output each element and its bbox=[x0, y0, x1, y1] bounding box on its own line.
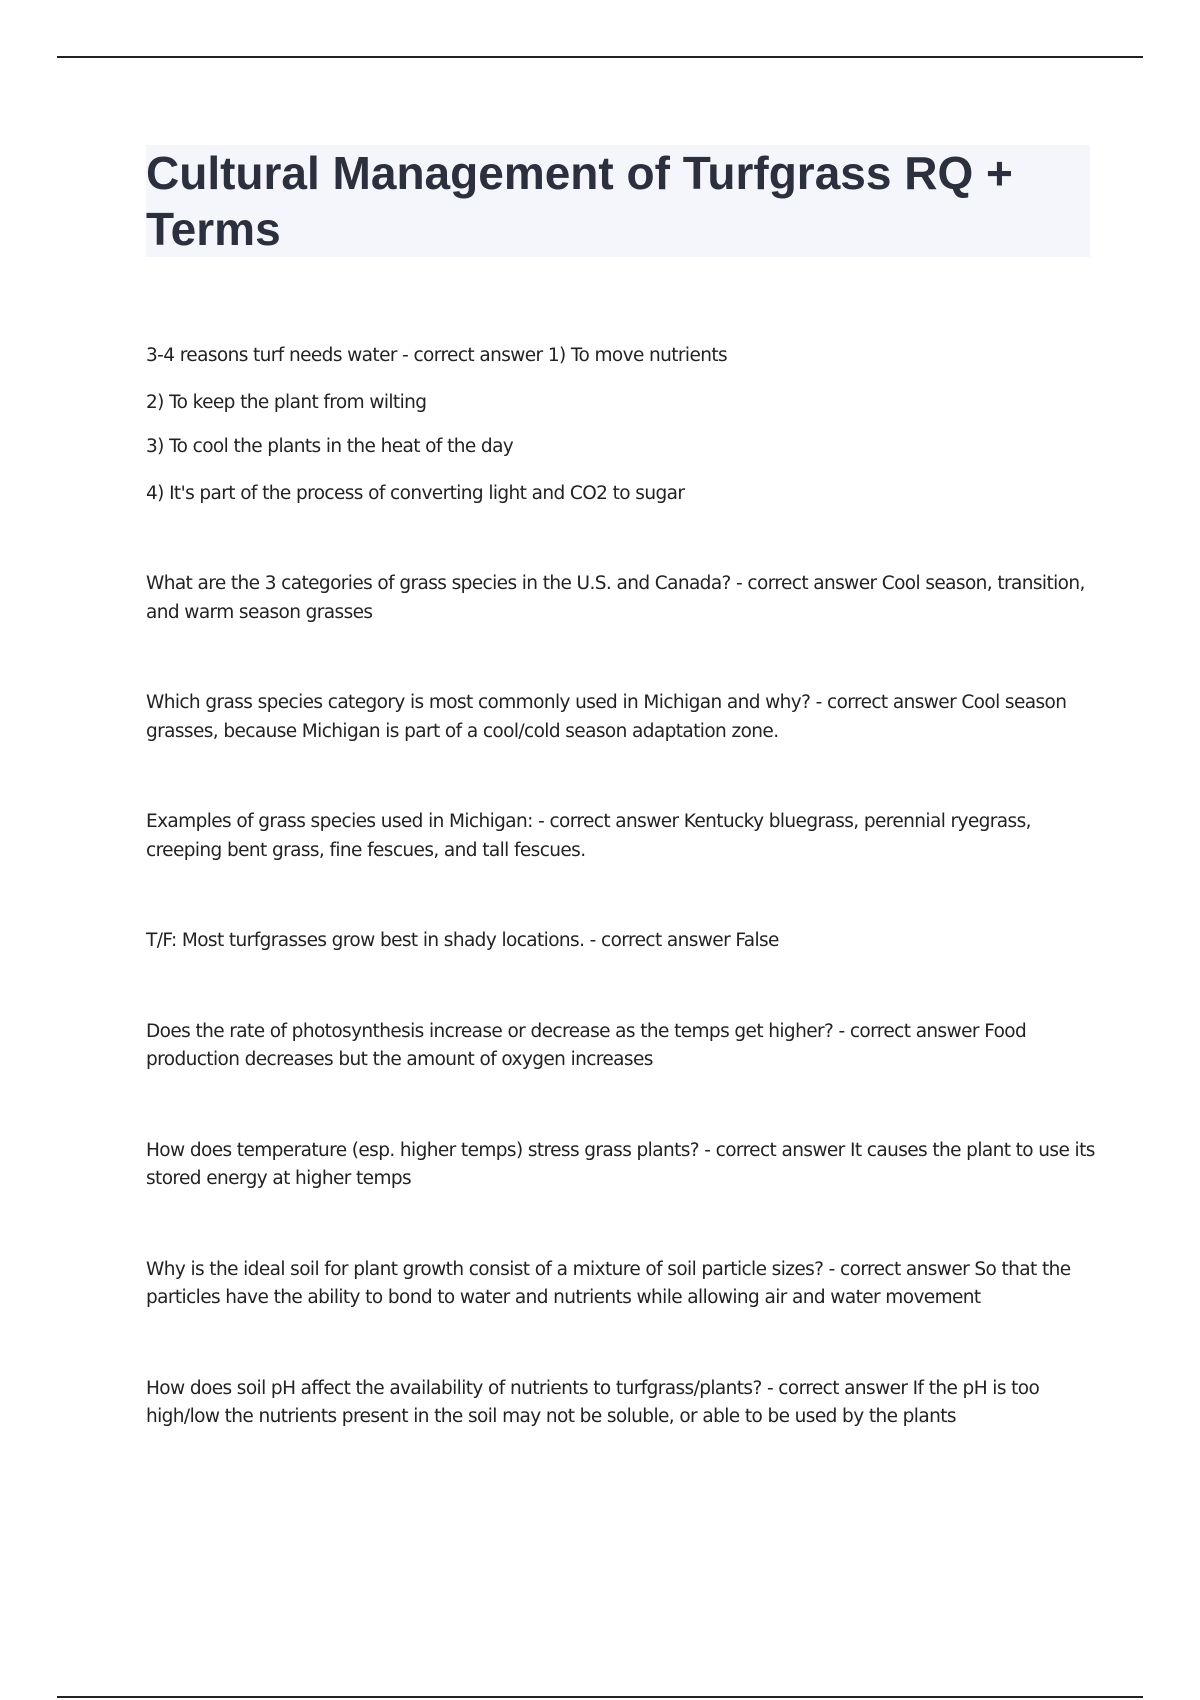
qa-entry-soil-ph: How does soil pH affect the availability of nutrients to turfgrass/plants? - correct answer If the pH is too high/low the nutrients present in the soil may not be soluble, or able to be used by the plants bbox=[146, 1377, 1040, 1427]
qa-entry-temperature-stress: How does temperature (esp. higher temps) stress grass plants? - correct answer It causes the plant to use its stored energy at higher temps bbox=[146, 1139, 1095, 1189]
qa-entry-soil-particles: Why is the ideal soil for plant growth consist of a mixture of soil particle sizes? - correct answer So that the particles have the ability to bond to water and nutrients while allowing air and water movement bbox=[146, 1258, 1071, 1308]
title-box bbox=[146, 145, 1090, 257]
answer-line-4: 4) It's part of the process of converting light and CO2 to sugar bbox=[146, 482, 685, 504]
qa-entry-grass-categories: What are the 3 categories of grass species in the U.S. and Canada? - correct answer Cool season, transition, and warm season grasses bbox=[146, 573, 1085, 623]
qa-entry-water-reasons: 3-4 reasons turf needs water - correct answer 1) To move nutrients bbox=[146, 345, 728, 366]
qa-entry-photosynthesis: Does the rate of photosynthesis increase or decrease as the temps get higher? - correct answer Food production decreases but the amount of oxygen increases bbox=[146, 1020, 1027, 1070]
answer-line-3: 3) To cool the plants in the heat of the day bbox=[146, 436, 514, 457]
answer-line-2: 2) To keep the plant from wilting bbox=[146, 391, 427, 413]
qa-entry-michigan-category: Which grass species category is most commonly used in Michigan and why? - correct answer Cool season grasses, because Michigan is part of a cool/cold season adaptation zone. bbox=[146, 692, 1067, 742]
qa-entry-shade: T/F: Most turfgrasses grow best in shady locations. - correct answer False bbox=[146, 930, 779, 951]
qa-entry-michigan-examples: Examples of grass species used in Michigan: - correct answer Kentucky bluegrass, perennial ryegrass, creeping bent grass, fine fescues, and tall fescues. bbox=[146, 811, 1031, 861]
footer-rule bbox=[57, 1696, 1143, 1698]
document-title: Cultural Management of Turfgrass RQ + Terms bbox=[146, 147, 1013, 255]
header-rule bbox=[57, 56, 1143, 58]
document-body bbox=[146, 342, 1096, 1432]
